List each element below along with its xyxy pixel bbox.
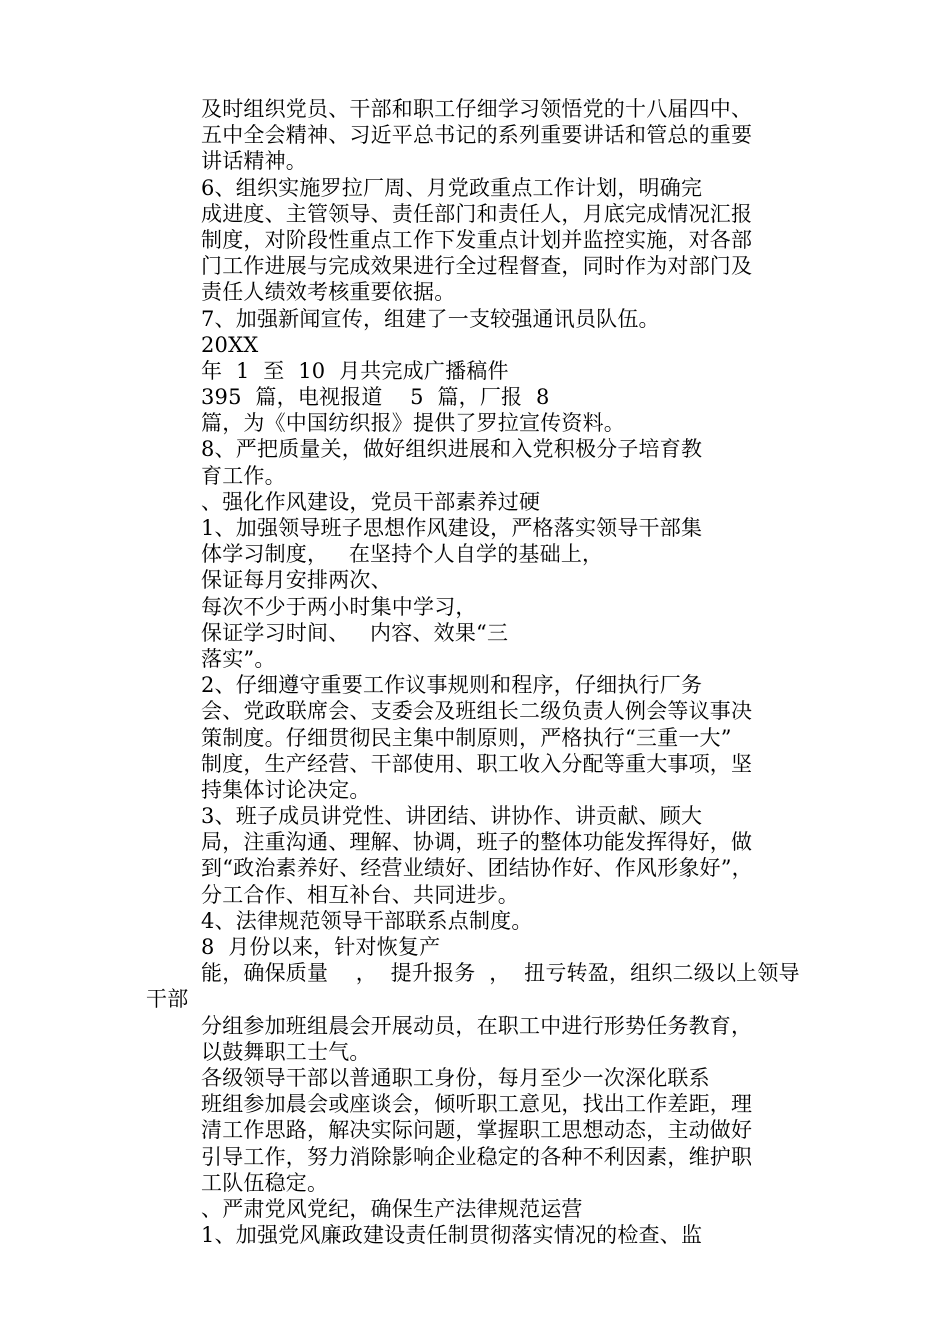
text-line: 及时组织党员、干部和职工仔细学习领悟党的十八届四中、 (201, 97, 753, 121)
text-line: 讲话精神。 (201, 149, 307, 174)
text-line: 成进度、主管领导、责任部门和责任人，月底完成情况汇报 (201, 201, 753, 226)
text-line: 策制度。仔细贯彻民主集中制原则，严格执行“三重一大” (201, 725, 732, 750)
text-line: 6、组织实施罗拉厂周、月党政重点工作计划，明确完 (201, 175, 703, 200)
text-line: 20XX (201, 332, 259, 357)
text-line: 8 月份以来，针对恢复产 (201, 935, 441, 959)
text-line: 每次不少于两小时集中学习， (201, 594, 477, 619)
text-line: 局，注重沟通、理解、协调，班子的整体功能发挥得好，做 (201, 830, 753, 855)
text-line: 五中全会精神、习近平总书记的系列重要讲话和管总的重要 (201, 123, 753, 148)
text-line: 会、党政联席会、支委会及班组长二级负责人例会等议事决 (201, 699, 753, 724)
text-line: 各级领导干部以普通职工身份，每月至少一次深化联系 (201, 1065, 710, 1090)
text-line: 分组参加班组晨会开展动员，在职工中进行形势任务教育， (201, 1013, 753, 1038)
text-line: 工队伍稳定。 (201, 1170, 329, 1195)
text-line: 责任人绩效考核重要依据。 (201, 280, 456, 305)
text-line: 1、加强领导班子思想作风建设，严格落实领导干部集 (201, 516, 703, 540)
text-line: 清工作思路，解决实际问题，掌握职工思想动态，主动做好 (201, 1118, 753, 1143)
text-line: 到“政治素养好、经营业绩好、团结协作好、作风形象好”， (201, 856, 753, 881)
text-line: 年 1 至 10 月共完成广播稿件 (201, 358, 509, 383)
text-line: 引导工作，努力消除影响企业稳定的各种不利因素，维护职 (201, 1144, 753, 1169)
text-line: 制度，对阶段性重点工作下发重点计划并监控实施，对各部 (201, 227, 753, 252)
text-line: 保证每月安排两次、 (201, 568, 392, 593)
document-body (0, 96, 950, 1248)
text-line: 3、班子成员讲党性、讲团结、讲协作、讲贡献、顾大 (201, 804, 703, 829)
text-line: 395 篇，电视报道 5 篇，厂报 8 (201, 385, 550, 410)
text-line: 体学习制度， 在坚持个人自学的基础上， (201, 542, 604, 567)
section-heading: 、严肃党风党纪，确保生产法律规范运营 (201, 1196, 583, 1221)
text-line: 4、法律规范领导干部联系点制度。 (201, 908, 533, 933)
text-line: 能，确保质量 ， 提升报务 ， 扭亏转盈，组织二级以上领导 (201, 961, 800, 986)
text-line: 持集体讨论决定。 (201, 777, 371, 802)
text-line: 分工合作、相互补台、共同进步。 (201, 882, 519, 907)
text-line: 育工作。 (201, 463, 286, 488)
text-line: 落实”。 (201, 646, 276, 671)
text-line: 以鼓舞职工士气。 (201, 1039, 371, 1064)
text-line: 篇，为《中国纺织报》提供了罗拉宣传资料。 (201, 411, 625, 436)
text-line: 班组参加晨会或座谈会，倾听职工意见，找出工作差距，理 (201, 1092, 753, 1117)
text-line: 2、仔细遵守重要工作议事规则和程序，仔细执行厂务 (201, 673, 703, 698)
text-line-outdented: 干部 (146, 987, 189, 1012)
text-line: 保证学习时间、 内容、效果“三 (201, 620, 509, 645)
text-line: 7、加强新闻宣传，组建了一支较强通讯员队伍。 (201, 306, 660, 331)
text-line: 制度，生产经营、干部使用、职工收入分配等重大事项，坚 (201, 751, 753, 776)
text-line: 门工作进展与完成效果进行全过程督查，同时作为对部门及 (201, 254, 753, 279)
section-heading: 、强化作风建设，党员干部素养过硬 (201, 489, 541, 514)
text-line: 1、加强党风廉政建设责任制贯彻落实情况的检查、监 (201, 1223, 703, 1248)
text-line: 8、严把质量关，做好组织进展和入党积极分子培育教 (201, 437, 703, 462)
